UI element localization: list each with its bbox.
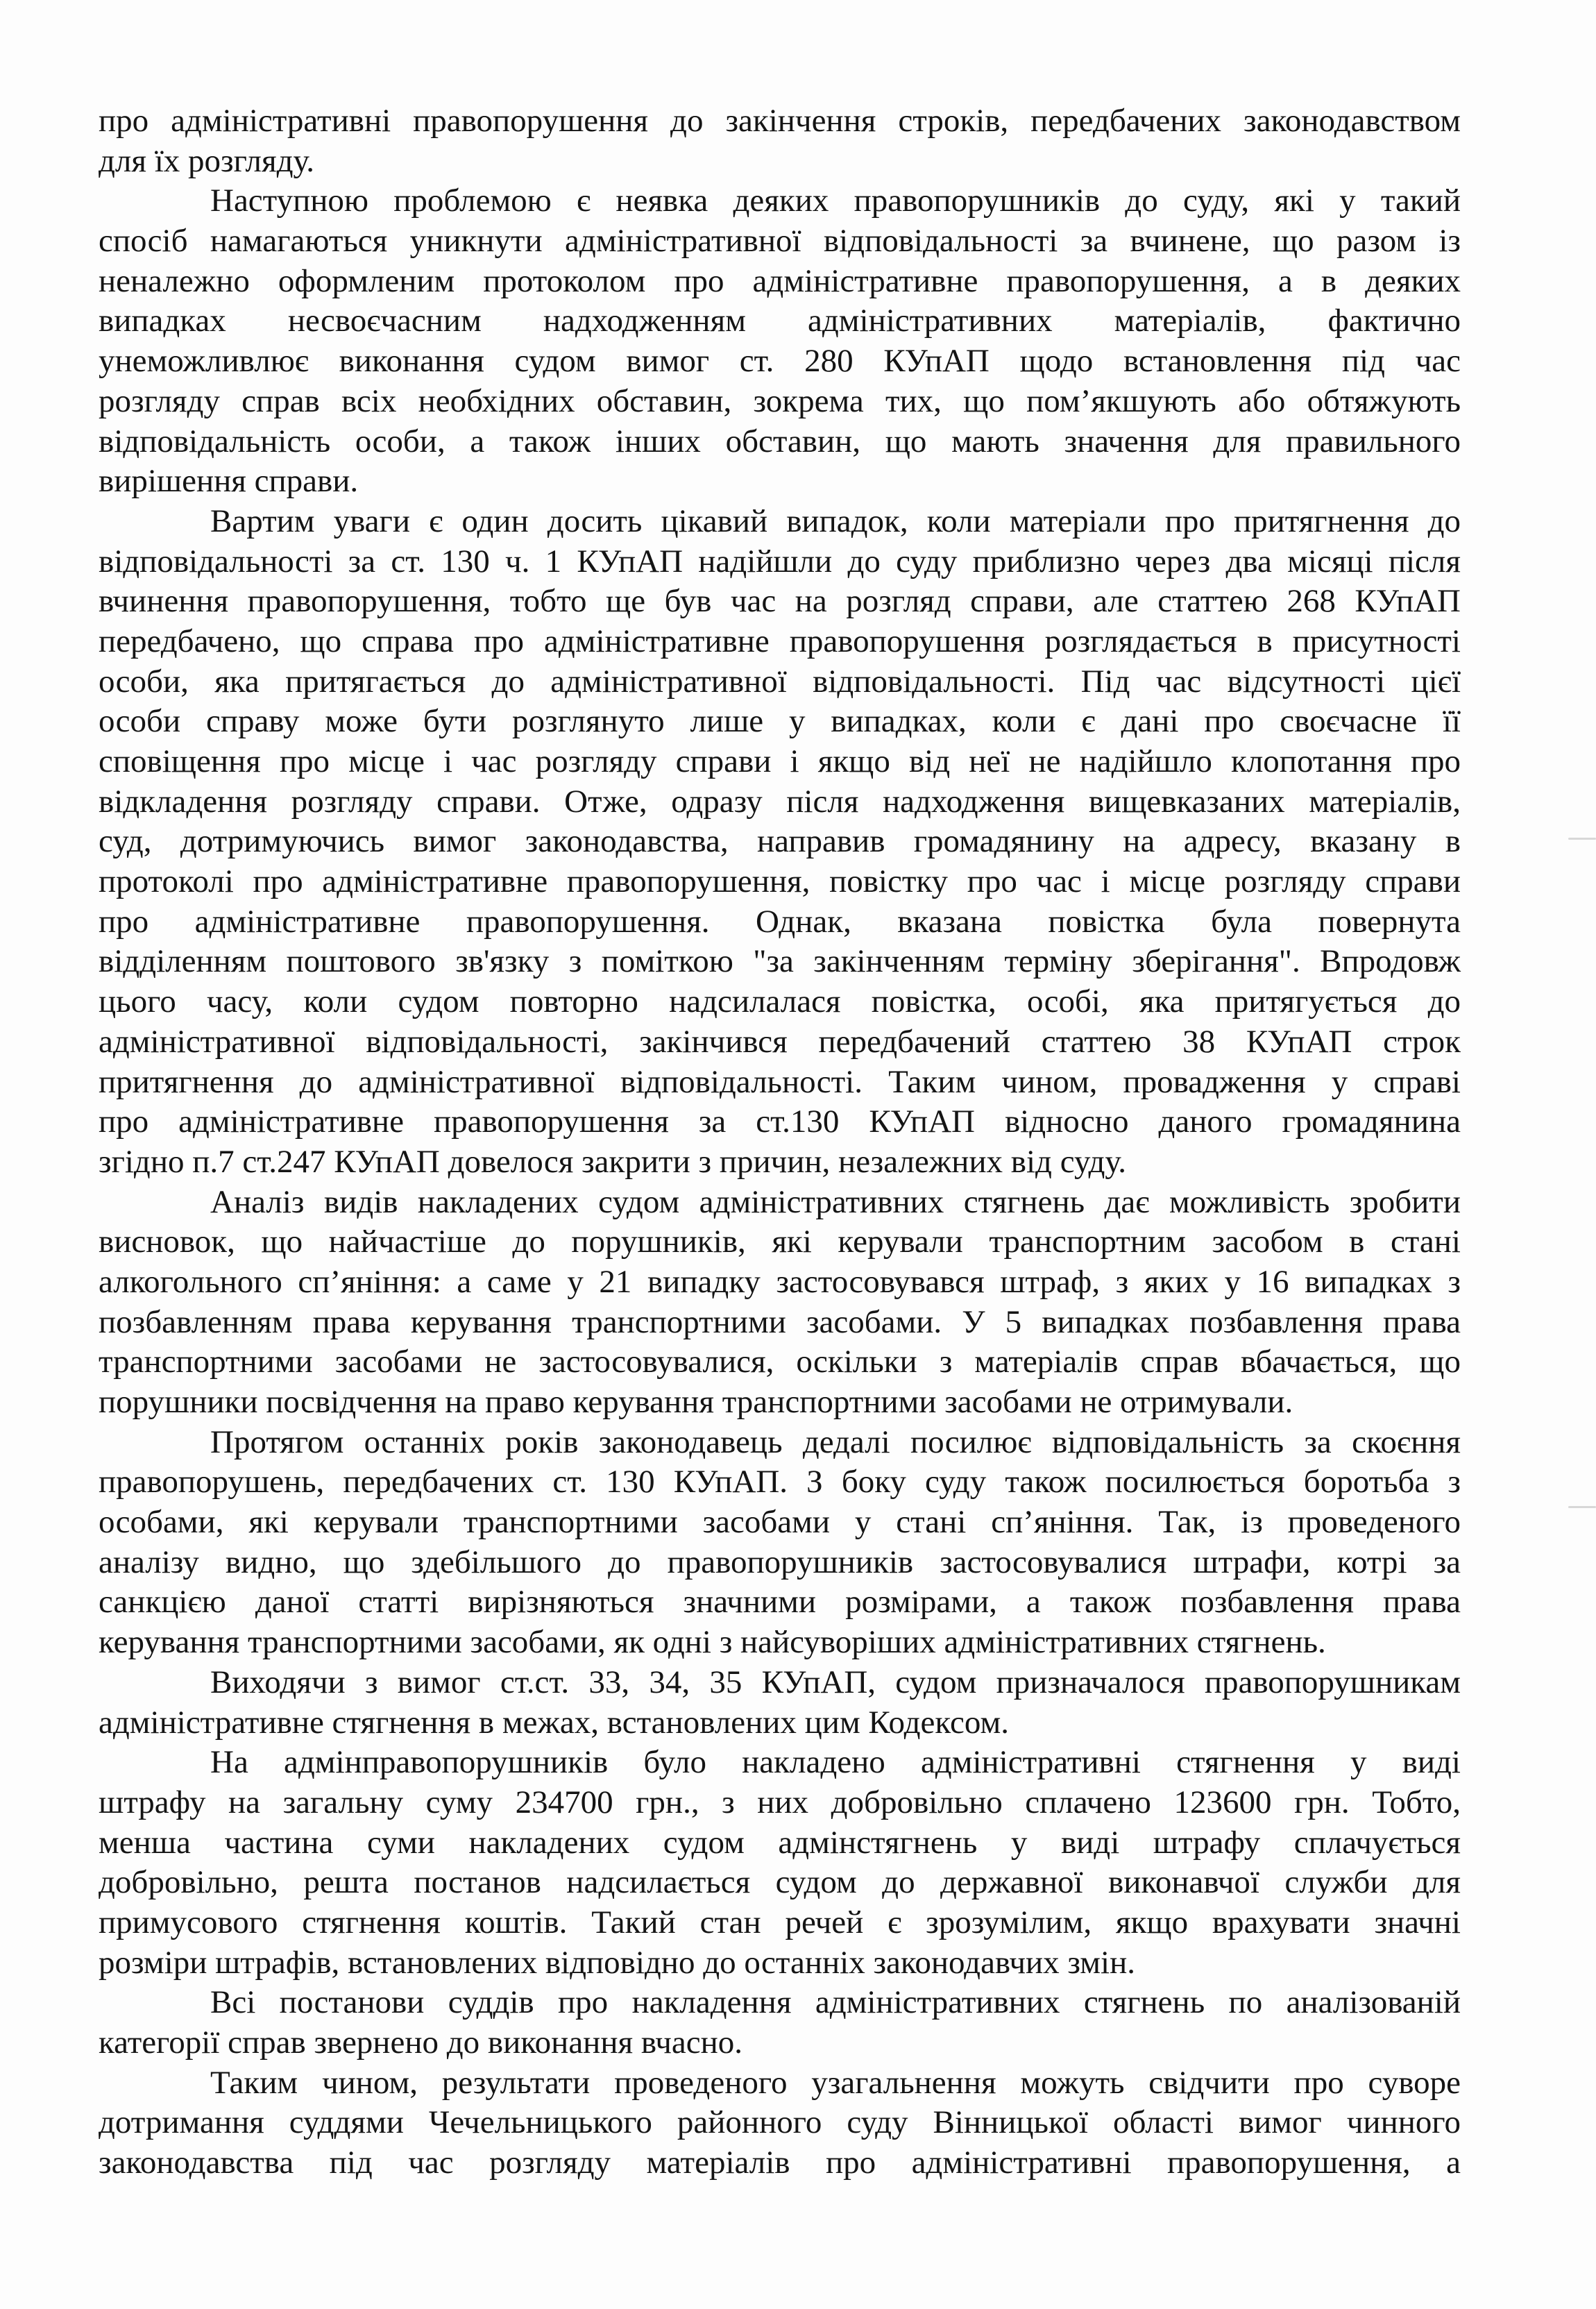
text-line: позбавленням права керування транспортними засобами. У 5 випадках позбавлення права <box>99 1303 1461 1340</box>
text-line: особами, які керували транспортними засобами у стані сп’яніння. Так, із проведеного <box>99 1504 1461 1541</box>
text-line: відповідальність особи, а також інших обставин, що мають значення для правильного <box>99 423 1461 459</box>
text-line: Всі постанови суддів про накладення адміністративних стягнень по аналізованій <box>210 1984 1461 2021</box>
text-line: дотримання суддями Чечельницького районного суду Вінницької області вимог чинного <box>99 2104 1461 2141</box>
text-line: примусового стягнення коштів. Такий стан речей є зрозумілим, якщо врахувати значні <box>99 1904 1461 1940</box>
text-line: відкладення розгляду справи. Отже, одразу після надходження вищевказаних матеріалів, <box>99 783 1461 820</box>
text-line: про адміністративні правопорушення до закінчення строків, передбачених законодавством <box>99 103 1461 139</box>
document-body <box>99 101 1461 2183</box>
text-line: притягнення до адміністративної відповідальності. Таким чином, провадження у справі <box>99 1063 1461 1100</box>
text-line: неналежно оформленим протоколом про адміністративне правопорушення, а в деяких <box>99 262 1461 299</box>
text-line: сповіщення про місце і час розгляду справи і якщо від неї не надійшло клопотання про <box>99 743 1461 779</box>
text-line: про адміністративне правопорушення. Однак, вказана повістка була повернута <box>99 903 1461 940</box>
text-line: Протягом останніх років законодавець дедалі посилює відповідальність за скоєння <box>210 1423 1461 1460</box>
text-line: вчинення правопорушення, тобто ще був час на розгляд справи, але статтею 268 КУпАП <box>99 583 1461 620</box>
text-line: На адмінправопорушників було накладено адміністративні стягнення у виді <box>210 1744 1461 1781</box>
text-line: висновок, що найчастіше до порушників, які керували транспортним засобом в стані <box>99 1224 1461 1260</box>
paragraph <box>99 502 1461 1183</box>
paragraph <box>99 1983 1461 2063</box>
text-line: менша частина суми накладених судом адмінстягнень у виді штрафу сплачується <box>99 1824 1461 1861</box>
text-line: адміністративної відповідальності, закінчився передбачений статтею 38 КУпАП строк <box>99 1023 1461 1060</box>
paragraph <box>99 1743 1461 1983</box>
text-line: Наступною проблемою є неявка деяких правопорушників до суду, які у такий <box>210 183 1461 219</box>
text-line: для їх розгляду. <box>99 142 315 179</box>
text-line: особи справу може бути розглянуто лише у випадках, коли є дані про своєчасне її <box>99 703 1461 740</box>
text-line: аналізу видно, що здебільшого до правопорушників застосовувалися штрафи, котрі за <box>99 1543 1461 1580</box>
text-line: адміністративне стягнення в межах, встановлених цим Кодексом. <box>99 1704 1009 1741</box>
text-line: особи, яка притягається до адміністративної відповідальності. Під час відсутності цієї <box>99 663 1461 700</box>
text-line: Виходячи з вимог ст.ст. 33, 34, 35 КУпАП, судом призначалося правопорушникам <box>210 1664 1461 1700</box>
text-line: законодавства під час розгляду матеріалів про адміністративні правопорушення, а <box>99 2145 1461 2181</box>
text-line: відділенням поштового зв'язку з поміткою "за закінченням терміну зберігання". Впродовж <box>99 943 1461 980</box>
text-line: протоколі про адміністративне правопорушення, повістку про час і місце розгляду справи <box>99 863 1461 900</box>
text-line: спосіб намагаються уникнути адміністративної відповідальності за вчинене, що разом із <box>99 223 1461 260</box>
text-line: правопорушень, передбачених ст. 130 КУпАП. З боку суду також посилюється боротьба з <box>99 1464 1461 1500</box>
text-line: транспортними засобами не застосовувалися, оскільки з матеріалів справ вбачається, що <box>99 1344 1461 1380</box>
text-line: випадках несвоєчасним надходженням адміністративних матеріалів, фактично <box>99 303 1461 339</box>
text-line: про адміністративне правопорушення за ст.130 КУпАП відносно даного громадянина <box>99 1103 1461 1140</box>
paragraph <box>99 1183 1461 1423</box>
text-line: керування транспортними засобами, як одні з найсуворіших адміністративних стягнень. <box>99 1624 1326 1661</box>
text-line: суд, дотримуючись вимог законодавства, направив громадянину на адресу, вказану в <box>99 823 1461 860</box>
text-line: Вартим уваги є один досить цікавий випадок, коли матеріали про притягнення до <box>210 502 1461 539</box>
text-line: відповідальності за ст. 130 ч. 1 КУпАП надійшли до суду приблизно через два місяці після <box>99 543 1461 580</box>
text-line: цього часу, коли судом повторно надсилалася повістка, особі, яка притягується до <box>99 983 1461 1020</box>
paragraph <box>99 2063 1461 2183</box>
paragraph <box>99 1423 1461 1663</box>
scan-edge-mark <box>1568 1506 1596 1508</box>
text-line: Аналіз видів накладених судом адміністративних стягнень дає можливість зробити <box>210 1183 1461 1220</box>
text-line: згідно п.7 ст.247 КУпАП довелося закрити з причин, незалежних від суду. <box>99 1143 1126 1180</box>
scan-edge-mark <box>1568 838 1596 840</box>
paragraph <box>99 1663 1461 1743</box>
paragraph <box>99 101 1461 181</box>
text-line: санкцією даної статті вирізняються значними розмірами, а також позбавлення права <box>99 1584 1461 1621</box>
text-line: вирішення справи. <box>99 463 359 500</box>
text-line: добровільно, решта постанов надсилається судом до державної виконавчої служби для <box>99 1864 1461 1901</box>
text-line: порушники посвідчення на право керування транспортними засобами не отримували. <box>99 1384 1293 1420</box>
text-line: алкогольного сп’яніння: а саме у 21 випадку застосовувався штраф, з яких у 16 випадках з <box>99 1263 1461 1300</box>
text-line: розгляду справ всіх необхідних обставин, зокрема тих, що пом’якшують або обтяжують <box>99 382 1461 419</box>
text-line: категорії справ звернено до виконання вчасно. <box>99 2024 743 2061</box>
text-line: Таким чином, результати проведеного узагальнення можуть свідчити про суворе <box>210 2064 1461 2101</box>
text-line: передбачено, що справа про адміністративне правопорушення розглядається в присутності <box>99 623 1461 659</box>
text-line: штрафу на загальну суму 234700 грн., з них добровільно сплачено 123600 грн. Тобто, <box>99 1784 1461 1820</box>
text-line: унеможливлює виконання судом вимог ст. 280 КУпАП щодо встановлення під час <box>99 343 1461 380</box>
text-line: розміри штрафів, встановлених відповідно до останніх законодавчих змін. <box>99 1944 1135 1981</box>
paragraph <box>99 181 1461 502</box>
